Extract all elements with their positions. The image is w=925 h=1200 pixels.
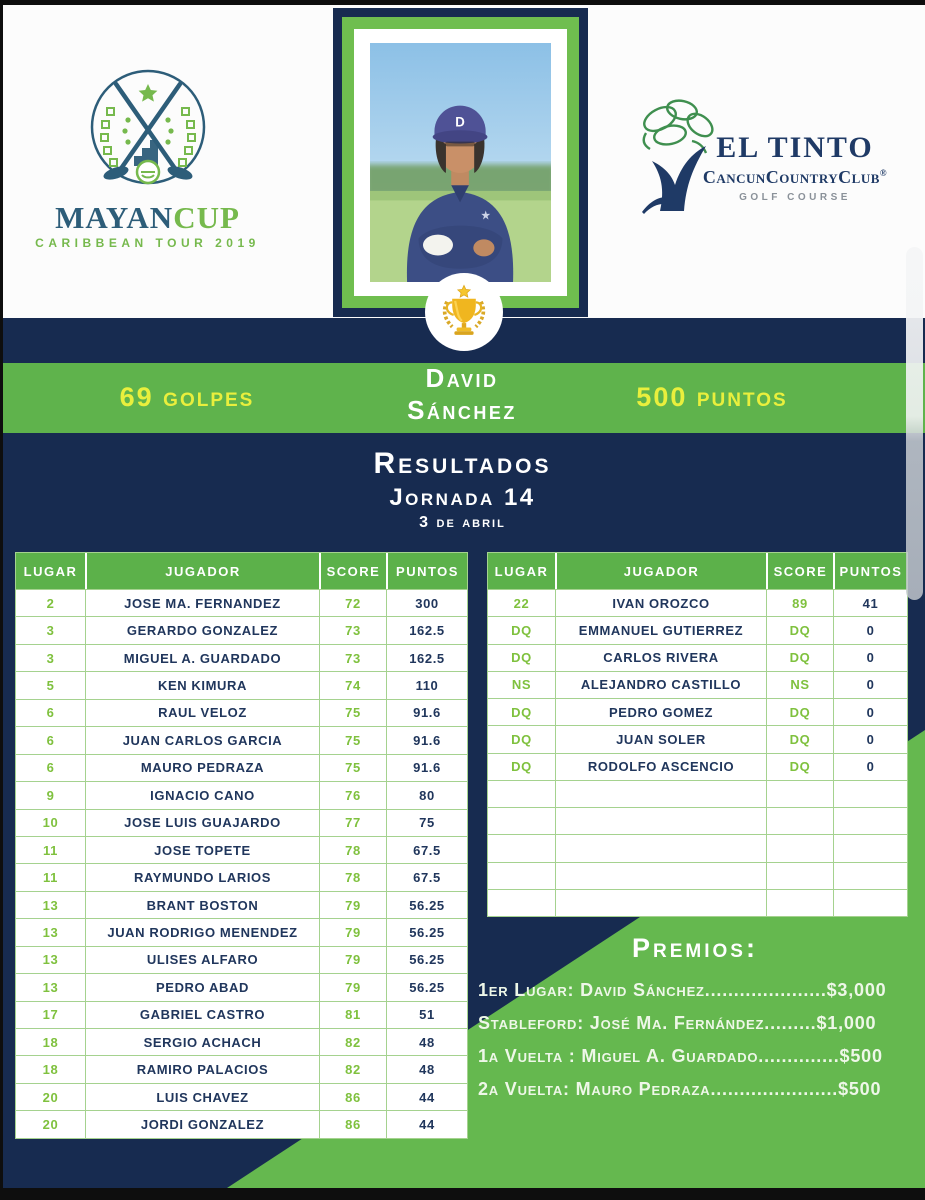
puntos-cell: 67.5 — [386, 836, 467, 863]
lugar-cell: 5 — [16, 671, 85, 698]
trophy-icon — [433, 281, 495, 343]
premio-item: 2a Vuelta: Mauro Pedraza......................$500 — [478, 1079, 882, 1099]
score-cell: 75 — [319, 699, 386, 726]
svg-text:★: ★ — [480, 208, 491, 223]
jugador-cell: MAURO PEDRAZA — [85, 754, 319, 781]
lugar-cell — [488, 807, 555, 834]
jugador-cell: ULISES ALFARO — [85, 946, 319, 973]
lugar-cell: 2 — [16, 589, 85, 616]
puntos-cell: 0 — [833, 753, 907, 780]
photo-frame-green-mat — [342, 17, 579, 308]
mayancup-tagline: CARIBBEAN TOUR 2019 — [35, 236, 260, 250]
jugador-cell: JUAN CARLOS GARCIA — [85, 726, 319, 753]
jugador-cell: JOSE TOPETE — [85, 836, 319, 863]
score-cell: 82 — [319, 1028, 386, 1055]
results-jornada: Jornada 14 — [389, 484, 536, 511]
lugar-cell: 9 — [16, 781, 85, 808]
lugar-cell: 6 — [16, 754, 85, 781]
player-name-first: David — [425, 363, 499, 393]
column-header: LUGAR — [16, 553, 85, 589]
lugar-cell: 20 — [16, 1083, 85, 1110]
score-cell: 74 — [319, 671, 386, 698]
column-header: LUGAR — [488, 553, 555, 589]
score-cell: DQ — [766, 698, 833, 725]
bottom-black-bar — [0, 1188, 925, 1200]
puntos-cell: 0 — [833, 644, 907, 671]
jugador-cell — [555, 780, 766, 807]
lugar-cell: 11 — [16, 863, 85, 890]
jugador-cell: JOSE MA. FERNANDEZ — [85, 589, 319, 616]
jugador-cell: EMMANUEL GUTIERREZ — [555, 616, 766, 643]
column-header: JUGADOR — [85, 553, 319, 589]
puntos-cell — [833, 889, 907, 916]
lugar-cell: 13 — [16, 891, 85, 918]
score-cell: DQ — [766, 644, 833, 671]
jugador-cell: IVAN OROZCO — [555, 589, 766, 616]
puntos-cell: 110 — [386, 671, 467, 698]
puntos-cell: 56.25 — [386, 891, 467, 918]
jugador-cell — [555, 807, 766, 834]
puntos-cell: 48 — [386, 1055, 467, 1082]
lugar-cell — [488, 834, 555, 861]
score-cell — [766, 834, 833, 861]
score-cell: 78 — [319, 863, 386, 890]
eltinto-club: CancunCountryClub® — [702, 167, 888, 187]
score-cell: DQ — [766, 725, 833, 752]
results-table-right — [487, 552, 908, 917]
jugador-cell: RODOLFO ASCENCIO — [555, 753, 766, 780]
trophy-badge — [425, 273, 503, 351]
scrollbar-thumb[interactable] — [906, 247, 923, 600]
premio-item: 1a Vuelta : Miguel A. Guardado..............$500 — [478, 1046, 883, 1066]
lugar-cell — [488, 889, 555, 916]
jugador-cell: LUIS CHAVEZ — [85, 1083, 319, 1110]
jugador-cell: SERGIO ACHACH — [85, 1028, 319, 1055]
column-header: SCORE — [766, 553, 833, 589]
puntos-cell: 75 — [386, 809, 467, 836]
lugar-cell: DQ — [488, 616, 555, 643]
eltinto-course: GOLF COURSE — [739, 192, 851, 203]
lugar-cell: 13 — [16, 946, 85, 973]
jugador-cell: JUAN SOLER — [555, 725, 766, 752]
results-table-left — [15, 552, 468, 1139]
lugar-cell: 18 — [16, 1028, 85, 1055]
jugador-cell — [555, 862, 766, 889]
jugador-cell: PEDRO GOMEZ — [555, 698, 766, 725]
jugador-cell: JORDI GONZALEZ — [85, 1110, 319, 1137]
jugador-cell: RAYMUNDO LARIOS — [85, 863, 319, 890]
mayancup-wordmark: MAYANCUP — [55, 200, 240, 235]
score-cell — [766, 889, 833, 916]
lugar-cell: 3 — [16, 616, 85, 643]
eltinto-texts — [698, 131, 892, 203]
score-cell: 79 — [319, 973, 386, 1000]
score-cell — [766, 862, 833, 889]
puntos-cell: 67.5 — [386, 863, 467, 890]
photo-frame — [333, 8, 588, 317]
score-cell: 75 — [319, 726, 386, 753]
jugador-cell: IGNACIO CANO — [85, 781, 319, 808]
premio-item: Stableford: José Ma. Fernández.........$1,000 — [478, 1013, 877, 1033]
eltinto-name: EL TINTO — [716, 131, 874, 164]
lugar-cell: 10 — [16, 809, 85, 836]
puntos-cell: 162.5 — [386, 616, 467, 643]
score-cell: 86 — [319, 1083, 386, 1110]
puntos-cell: 0 — [833, 616, 907, 643]
lugar-cell: NS — [488, 671, 555, 698]
score-cell: 81 — [319, 1001, 386, 1028]
puntos-cell: 162.5 — [386, 644, 467, 671]
score-cell: 78 — [319, 836, 386, 863]
jugador-cell: CARLOS RIVERA — [555, 644, 766, 671]
score-cell: 73 — [319, 616, 386, 643]
lugar-cell: 13 — [16, 918, 85, 945]
puntos-cell: 0 — [833, 671, 907, 698]
photo-frame-white-mat — [354, 29, 567, 296]
puntos-cell: 44 — [386, 1110, 467, 1137]
premios-list — [478, 974, 918, 1106]
column-header: JUGADOR — [555, 553, 766, 589]
lugar-cell — [488, 780, 555, 807]
results-title: Resultados — [373, 447, 552, 480]
jugador-cell: GABRIEL CASTRO — [85, 1001, 319, 1028]
score-cell: 82 — [319, 1055, 386, 1082]
lugar-cell: 6 — [16, 726, 85, 753]
player-photo — [370, 43, 551, 282]
score-cell — [766, 807, 833, 834]
score-cell: 79 — [319, 946, 386, 973]
column-header: PUNTOS — [833, 553, 907, 589]
puntos-cell: 300 — [386, 589, 467, 616]
score-cell: NS — [766, 671, 833, 698]
lugar-cell: 13 — [16, 973, 85, 1000]
jugador-cell — [555, 889, 766, 916]
jugador-cell: BRANT BOSTON — [85, 891, 319, 918]
mayancup-logo-icon — [86, 68, 210, 194]
jugador-cell: GERARDO GONZALEZ — [85, 616, 319, 643]
premios-title: Premios: — [632, 933, 758, 963]
results-date: 3 de abril — [419, 514, 506, 531]
jugador-cell: ALEJANDRO CASTILLO — [555, 671, 766, 698]
puntos-cell: 51 — [386, 1001, 467, 1028]
score-cell: 72 — [319, 589, 386, 616]
mayancup-logo — [30, 60, 265, 280]
puntos-cell: 0 — [833, 698, 907, 725]
puntos-cell: 80 — [386, 781, 467, 808]
lugar-cell: 17 — [16, 1001, 85, 1028]
cap-letter: D — [455, 114, 465, 130]
lugar-cell — [488, 862, 555, 889]
score-cell: 86 — [319, 1110, 386, 1137]
puntos-cell: 56.25 — [386, 946, 467, 973]
puntos-cell — [833, 807, 907, 834]
score-cell: DQ — [766, 753, 833, 780]
puntos-cell — [833, 780, 907, 807]
puntos-cell: 56.25 — [386, 918, 467, 945]
puntos-label: 500 puntos — [636, 382, 788, 412]
score-cell: 79 — [319, 891, 386, 918]
top-black-bar — [0, 0, 925, 5]
jugador-cell: RAMIRO PALACIOS — [85, 1055, 319, 1082]
puntos-cell: 0 — [833, 725, 907, 752]
score-cell — [766, 780, 833, 807]
puntos-cell: 91.6 — [386, 726, 467, 753]
puntos-cell: 48 — [386, 1028, 467, 1055]
score-cell: 73 — [319, 644, 386, 671]
premio-item: 1er Lugar: David Sánchez.....................$3,000 — [478, 980, 887, 1000]
left-black-edge — [0, 0, 3, 1200]
score-cell: DQ — [766, 616, 833, 643]
jugador-cell: JOSE LUIS GUAJARDO — [85, 809, 319, 836]
eltinto-logo — [632, 93, 892, 218]
puntos-cell: 44 — [386, 1083, 467, 1110]
puntos-cell: 91.6 — [386, 754, 467, 781]
lugar-cell: 18 — [16, 1055, 85, 1082]
jugador-cell: MIGUEL A. GUARDADO — [85, 644, 319, 671]
puntos-cell: 56.25 — [386, 973, 467, 1000]
lugar-cell: 22 — [488, 589, 555, 616]
jugador-cell: KEN KIMURA — [85, 671, 319, 698]
puntos-cell — [833, 862, 907, 889]
score-cell: 76 — [319, 781, 386, 808]
jugador-cell: RAUL VELOZ — [85, 699, 319, 726]
puntos-cell: 41 — [833, 589, 907, 616]
score-cell: 79 — [319, 918, 386, 945]
column-header: SCORE — [319, 553, 386, 589]
lugar-cell: DQ — [488, 698, 555, 725]
lugar-cell: DQ — [488, 753, 555, 780]
golpes-label: 69 golpes — [119, 382, 255, 412]
score-cell: 75 — [319, 754, 386, 781]
player-name-last: Sánchez — [407, 395, 517, 425]
lugar-cell: 20 — [16, 1110, 85, 1137]
column-header: PUNTOS — [386, 553, 467, 589]
puntos-cell — [833, 834, 907, 861]
lugar-cell: 6 — [16, 699, 85, 726]
jugador-cell: JUAN RODRIGO MENENDEZ — [85, 918, 319, 945]
jugador-cell — [555, 834, 766, 861]
score-cell: 89 — [766, 589, 833, 616]
lugar-cell: DQ — [488, 644, 555, 671]
lugar-cell: 3 — [16, 644, 85, 671]
lugar-cell: DQ — [488, 725, 555, 752]
lugar-cell: 11 — [16, 836, 85, 863]
jugador-cell: PEDRO ABAD — [85, 973, 319, 1000]
score-cell: 77 — [319, 809, 386, 836]
puntos-cell: 91.6 — [386, 699, 467, 726]
